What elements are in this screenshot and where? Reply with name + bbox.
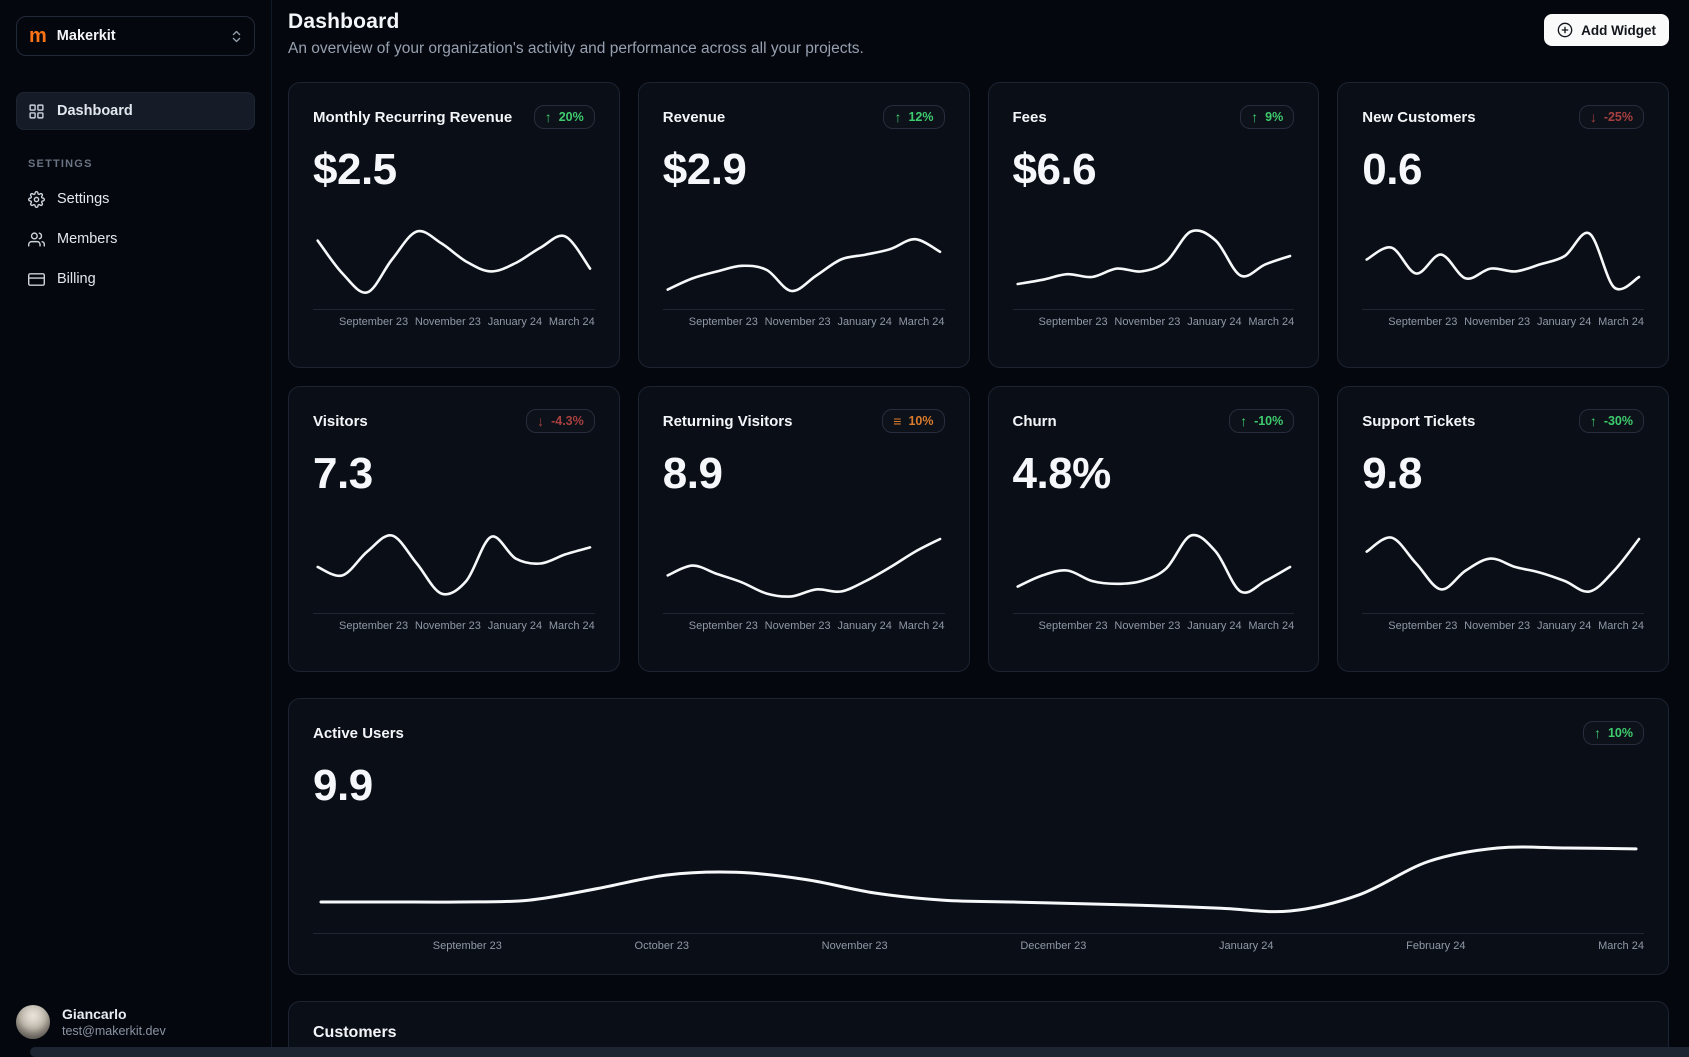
page-subtitle: An overview of your organization's activity and performance across all your projects.	[288, 40, 864, 57]
menu-icon: ≡	[893, 413, 902, 429]
user-profile[interactable]	[0, 993, 271, 1047]
arrow-up-icon: ↑	[1593, 725, 1601, 741]
arrow-up-icon: ↑	[1240, 413, 1248, 429]
metric-card	[288, 386, 620, 672]
trend-badge	[1583, 721, 1644, 745]
metric-card	[638, 82, 970, 368]
metric-title: Visitors	[313, 412, 368, 430]
trend-label: -4.3%	[551, 414, 584, 428]
plus-circle-icon	[1557, 22, 1573, 38]
trend-label: 10%	[908, 414, 934, 428]
sparkline-chart	[663, 525, 945, 609]
metric-value: 7.3	[313, 449, 373, 498]
x-axis-label: November 23	[1464, 620, 1531, 632]
sidebar-item-label: Settings	[57, 191, 110, 207]
x-axis-labels	[663, 613, 945, 632]
x-axis-label: November 23	[414, 316, 481, 328]
active-users-card	[288, 698, 1669, 975]
horizontal-scrollbar	[0, 1046, 1689, 1057]
x-axis-label: February 24	[1406, 940, 1466, 952]
arrow-up-icon: ↑	[1589, 413, 1597, 429]
x-axis-label: September 23	[339, 316, 409, 328]
metric-value: 9.9	[313, 761, 373, 810]
trend-badge	[1579, 409, 1644, 433]
trend-badge	[882, 409, 944, 433]
trend-badge	[1579, 105, 1644, 129]
x-axis-labels	[313, 309, 595, 328]
x-axis-label: March 24	[1598, 620, 1644, 632]
x-axis-label: November 23	[764, 316, 831, 328]
metric-title: Monthly Recurring Revenue	[313, 108, 513, 126]
x-axis-label: January 24	[1219, 940, 1274, 952]
sidebar-item-label: Billing	[57, 271, 96, 287]
add-widget-label: Add Widget	[1581, 22, 1656, 38]
metric-title: Revenue	[662, 108, 726, 126]
settings-nav	[16, 180, 255, 298]
sidebar-item-members[interactable]	[16, 220, 255, 258]
add-widget-button[interactable]	[1544, 14, 1669, 46]
sparkline-chart	[1013, 525, 1295, 609]
arrow-up-icon: ↑	[1251, 109, 1259, 125]
metric-value: 8.9	[662, 449, 723, 498]
x-axis-label: September 23	[1038, 620, 1108, 632]
trend-label: 9%	[1265, 110, 1284, 124]
profile-name: Giancarlo	[62, 1006, 127, 1022]
main-content	[272, 0, 1689, 1057]
arrow-down-icon: ↓	[1589, 109, 1597, 125]
metric-card	[638, 386, 970, 672]
sparkline-chart	[1013, 221, 1295, 305]
x-axis-label: January 24	[837, 316, 892, 328]
page-header	[288, 10, 1669, 58]
sparkline-chart	[313, 221, 595, 305]
sparkline-chart	[663, 221, 945, 305]
x-axis-label: March 24	[1248, 620, 1295, 632]
sparkline-chart	[1362, 221, 1644, 305]
x-axis-label: November 23	[1114, 620, 1181, 632]
metric-value: 0.6	[1362, 145, 1422, 194]
x-axis-labels	[663, 309, 945, 328]
sparkline-chart	[313, 525, 595, 609]
x-axis-label: November 23	[1464, 316, 1531, 328]
metric-grid	[288, 82, 1669, 672]
x-axis-label: January 24	[1536, 316, 1592, 328]
metric-card	[288, 82, 620, 368]
x-axis-labels	[1362, 309, 1644, 328]
x-axis-labels	[313, 613, 595, 632]
metric-title: Active Users	[313, 724, 404, 742]
horizontal-scrollbar-thumb[interactable]	[30, 1047, 1689, 1057]
x-axis-labels	[313, 933, 1644, 952]
x-axis-label: March 24	[1598, 940, 1644, 952]
x-axis-label: March 24	[548, 316, 595, 328]
x-axis-label: September 23	[1388, 316, 1458, 328]
metric-title: Fees	[1012, 108, 1047, 126]
trend-badge	[534, 105, 595, 129]
makerkit-logo-icon: m	[29, 25, 47, 47]
users-icon	[28, 231, 45, 248]
metric-title: New Customers	[1362, 108, 1476, 126]
sidebar-item-label: Dashboard	[57, 103, 133, 119]
x-axis-label: October 23	[634, 940, 689, 952]
sidebar-item-dashboard[interactable]	[16, 92, 255, 130]
metric-title: Returning Visitors	[662, 412, 793, 430]
x-axis-label: September 23	[339, 620, 409, 632]
arrow-up-icon: ↑	[894, 109, 902, 125]
profile-email: test@makerkit.dev	[62, 1024, 166, 1038]
x-axis-label: January 24	[1187, 316, 1242, 328]
metric-title: Churn	[1012, 412, 1057, 430]
x-axis-label: March 24	[898, 620, 945, 632]
metric-value: $6.6	[1012, 145, 1097, 194]
trend-label: 10%	[1607, 726, 1633, 740]
arrow-down-icon: ↓	[537, 413, 545, 429]
trend-label: -10%	[1254, 414, 1284, 428]
sidebar-item-billing[interactable]	[16, 260, 255, 298]
x-axis-label: March 24	[548, 620, 595, 632]
metric-value: 9.8	[1362, 449, 1422, 498]
x-axis-label: November 23	[1114, 316, 1181, 328]
x-axis-label: January 24	[487, 316, 543, 328]
metric-card	[1337, 82, 1669, 368]
trend-badge	[883, 105, 944, 129]
sidebar-item-settings[interactable]	[16, 180, 255, 218]
metric-value: 4.8%	[1012, 449, 1111, 498]
x-axis-label: November 23	[821, 940, 888, 952]
settings-section-label: SETTINGS	[28, 158, 93, 170]
chevrons-up-down-icon	[229, 29, 244, 44]
trend-badge	[1229, 409, 1294, 433]
metric-card	[988, 82, 1320, 368]
x-axis-label: September 23	[688, 620, 758, 632]
x-axis-label: March 24	[898, 316, 945, 328]
x-axis-label: November 23	[764, 620, 831, 632]
metric-value: $2.5	[313, 145, 397, 194]
sidebar-item-label: Members	[57, 231, 118, 247]
customers-title: Customers	[313, 1024, 397, 1041]
x-axis-labels	[1362, 613, 1644, 632]
x-axis-label: September 23	[688, 316, 758, 328]
avatar	[16, 1005, 50, 1039]
main-nav	[16, 92, 255, 130]
dashboard-grid-icon	[28, 103, 45, 120]
metric-value: $2.9	[662, 145, 747, 194]
x-axis-labels	[1013, 309, 1295, 328]
trend-label: 20%	[558, 110, 584, 124]
x-axis-label: September 23	[432, 940, 502, 952]
sparkline-chart	[1362, 525, 1644, 609]
trend-badge	[526, 409, 595, 433]
x-axis-label: September 23	[1038, 316, 1108, 328]
x-axis-label: March 24	[1598, 316, 1644, 328]
x-axis-label: January 24	[1187, 620, 1242, 632]
trend-label: 12%	[908, 110, 934, 124]
trend-badge	[1240, 105, 1294, 129]
active-users-chart	[313, 821, 1644, 929]
sidebar	[0, 0, 272, 1057]
metric-card	[988, 386, 1320, 672]
gear-icon	[28, 191, 45, 208]
metric-card	[1337, 386, 1669, 672]
x-axis-label: January 24	[1536, 620, 1592, 632]
page-title: Dashboard	[288, 10, 400, 33]
credit-card-icon	[28, 271, 45, 288]
x-axis-label: November 23	[414, 620, 481, 632]
x-axis-label: December 23	[1020, 940, 1087, 952]
arrow-up-icon: ↑	[544, 109, 552, 125]
x-axis-labels	[1013, 613, 1295, 632]
trend-label: -30%	[1603, 414, 1633, 428]
x-axis-label: March 24	[1248, 316, 1295, 328]
workspace-name: Makerkit	[56, 28, 116, 44]
x-axis-label: January 24	[487, 620, 543, 632]
x-axis-label: September 23	[1388, 620, 1458, 632]
x-axis-label: January 24	[837, 620, 892, 632]
trend-label: -25%	[1603, 110, 1633, 124]
metric-title: Support Tickets	[1362, 412, 1476, 430]
workspace-selector[interactable]	[16, 16, 255, 56]
